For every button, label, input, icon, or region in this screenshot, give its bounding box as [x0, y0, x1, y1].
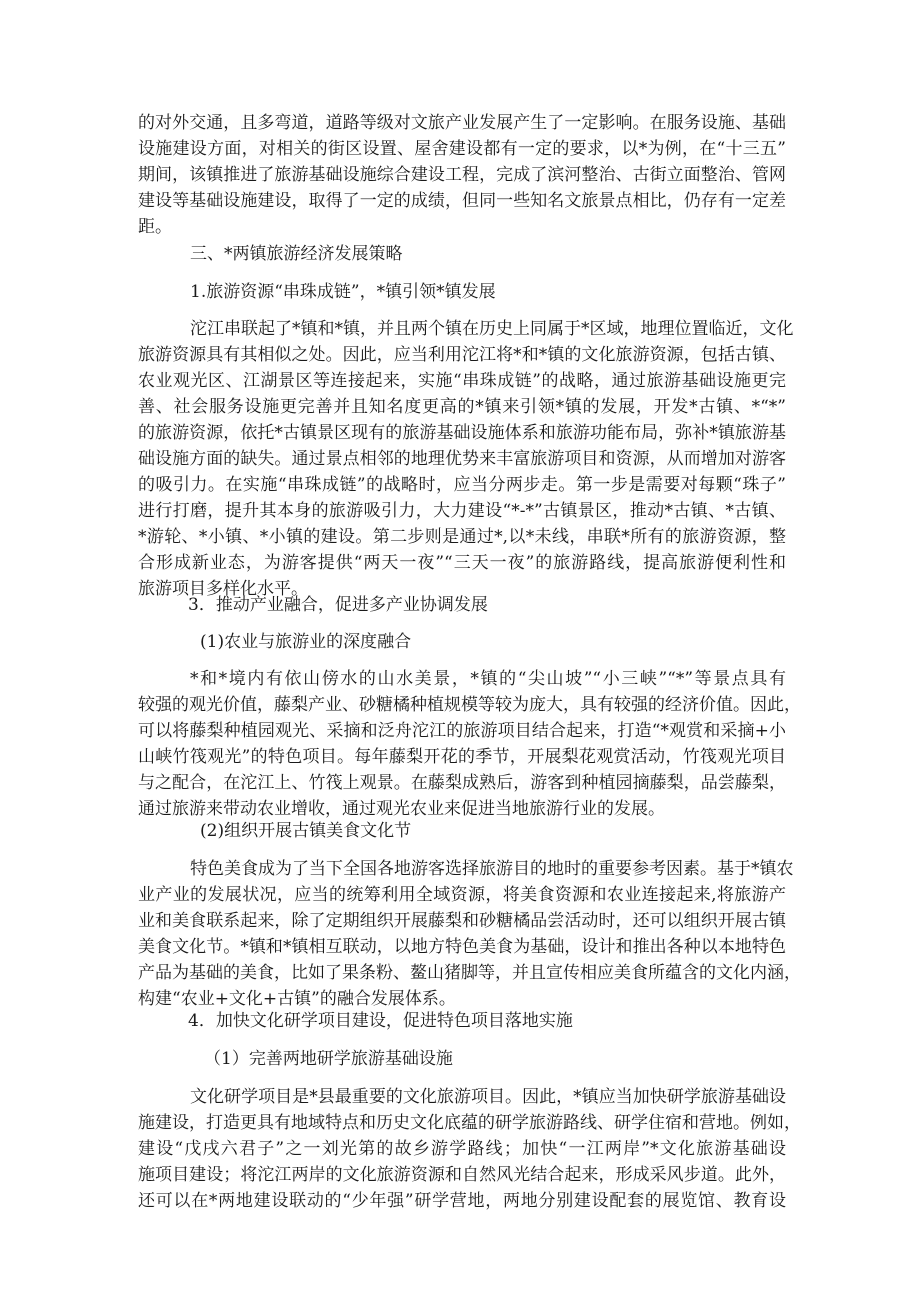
text-line: 特色美食成为了当下全国各地游客选择旅游目的地时的重要参考因素。基于*镇农	[190, 859, 794, 879]
text-line: 施建设，打造更具有地域特点和历史文化底蕴的研学旅游路线、研学住宿和营地。例如，	[138, 1113, 801, 1133]
text-line: 期间，该镇推进了旅游基础设施综合建设工程，完成了滨河整治、古街立面整治、管网	[138, 165, 786, 185]
subsection-heading-4: 4．加快文化研学项目建设，促进特色项目落地实施	[188, 1011, 573, 1031]
text-line: 可以将藤梨种植园观光、采摘和泛舟沱江的旅游项目结合起来，打造“*观赏和采摘+小	[138, 721, 786, 741]
text-line: 通过旅游来带动农业增收，通过观光农业来促进当地旅游行业的发展。	[138, 799, 665, 819]
text-line: *游轮、*小镇、*小镇的建设。第二步则是通过*,以*未线，串联*所有的旅游资源，整	[138, 527, 786, 547]
text-line: 业产业的发展状况，应当的统筹利用全域资源，将美食资源和农业连接起来,将旅游产	[138, 885, 786, 905]
paragraph-study-tour	[138, 1084, 801, 1214]
text-line: 施项目建设；将沱江两岸的文化旅游资源和自然风光结合起来，形成采风步道。此外，	[138, 1165, 786, 1185]
text-line: 建设“戊戌六君子”之一刘光第的故乡游学路线；加快“一江两岸”*文化旅游基础设	[138, 1139, 786, 1159]
text-line: 还可以在*两地建设联动的“少年强”研学营地，两地分别建设配套的展览馆、教育设	[138, 1191, 786, 1211]
text-line: 的旅游资源，依托*古镇景区现有的旅游基础设施体系和旅游功能布局，弥补*镇旅游基	[138, 423, 786, 443]
text-line: 文化研学项目是*县最重要的文化旅游项目。因此，*镇应当加快研学旅游基础设	[190, 1087, 786, 1107]
subsubsection-heading-3-1: (1)农业与旅游业的深度融合	[200, 632, 412, 652]
text-line: 进行打磨，提升其本身的旅游吸引力，大力建设“*-*”古镇景区，推动*古镇、*古镇、	[138, 501, 786, 521]
text-line: 旅游资源具有其相似之处。因此，应当利用沱江将*和*镇的文化旅游资源，包括古镇、	[138, 345, 786, 365]
text-line: 产品为基础的美食，比如了果条粉、鳌山猪脚等，并且宣传相应美食所蕴含的文化内涵，	[138, 963, 801, 983]
paragraph-food-festival	[138, 856, 801, 1012]
text-line: 础设施方面的缺失。通过景点相邻的地理优势来丰富旅游项目和资源，从而增加对游客	[138, 449, 786, 469]
text-line: 设施建设方面，对相关的街区设置、屋舍建设都有一定的要求，以*为例，在“十三五”	[138, 139, 786, 159]
text-line: 与之配合，在沱江上、竹筏上观景。在藤梨成熟后，游客到种植园摘藤梨，品尝藤梨，	[138, 773, 786, 793]
text-line: 合形成新业态，为游客提供“两天一夜”“三天一夜”的旅游路线，提高旅游便利性和	[138, 553, 786, 573]
text-line: 较强的观光价值，藤梨产业、砂糖橘种植规模等较为庞大，具有较强的经济价值。因此，	[138, 695, 801, 715]
subsection-heading-3: 3．推动产业融合，促进多产业协调发展	[188, 595, 488, 615]
text-line: 旅游项目多样化水平。	[138, 579, 308, 599]
text-line: 距。	[138, 217, 172, 237]
text-line: *和*境内有依山傍水的山水美景，*镇的“尖山坡”“小三峡”“*”等景点具有	[190, 669, 786, 689]
subsubsection-heading-4-1: （1）完善两地研学旅游基础设施	[204, 1049, 453, 1069]
text-line: 构建“农业+文化+古镇”的融合发展体系。	[138, 989, 456, 1009]
paragraph-agri-tourism	[138, 666, 801, 822]
subsubsection-heading-3-2: (2)组织开展古镇美食文化节	[200, 821, 412, 841]
subsection-heading-1: 1.旅游资源“串珠成链”，*镇引领*镇发展	[190, 282, 496, 302]
paragraph-traffic	[138, 110, 786, 240]
text-line: 建设等基础设施建设，取得了一定的成绩，但同一些知名文旅景点相比，仍存有一定差	[138, 191, 786, 211]
paragraph-strategy-1	[138, 316, 794, 602]
text-line: 的对外交通，且多弯道，道路等级对文旅产业发展产生了一定影响。在服务设施、基础	[138, 113, 786, 133]
text-line: 业和美食联系起来，除了定期组织开展藤梨和砂糖橘品尝活动时，还可以组织开展古镇	[138, 911, 786, 931]
text-line: 山峡竹筏观光”的特色项目。每年藤梨开花的季节，开展梨花观赏活动，竹筏观光项目	[138, 747, 786, 767]
text-line: 美食文化节。*镇和*镇相互联动，以地方特色美食为基础，设计和推出各种以本地特色	[138, 937, 786, 957]
text-line: 善、社会服务设施更完善并且知名度更高的*镇来引领*镇的发展，开发*古镇、*“*”	[138, 397, 786, 417]
text-line: 的吸引力。在实施“串珠成链”的战略时，应当分两步走。第一步是需要对每颗“珠子”	[138, 475, 786, 495]
text-line: 沱江串联起了*镇和*镇，并且两个镇在历史上同属于*区域，地理位置临近，文化	[190, 319, 794, 339]
section-heading: 三、*两镇旅游经济发展策略	[190, 244, 403, 264]
text-line: 农业观光区、江湖景区等连接起来，实施“串珠成链”的战略，通过旅游基础设施更完	[138, 371, 786, 391]
